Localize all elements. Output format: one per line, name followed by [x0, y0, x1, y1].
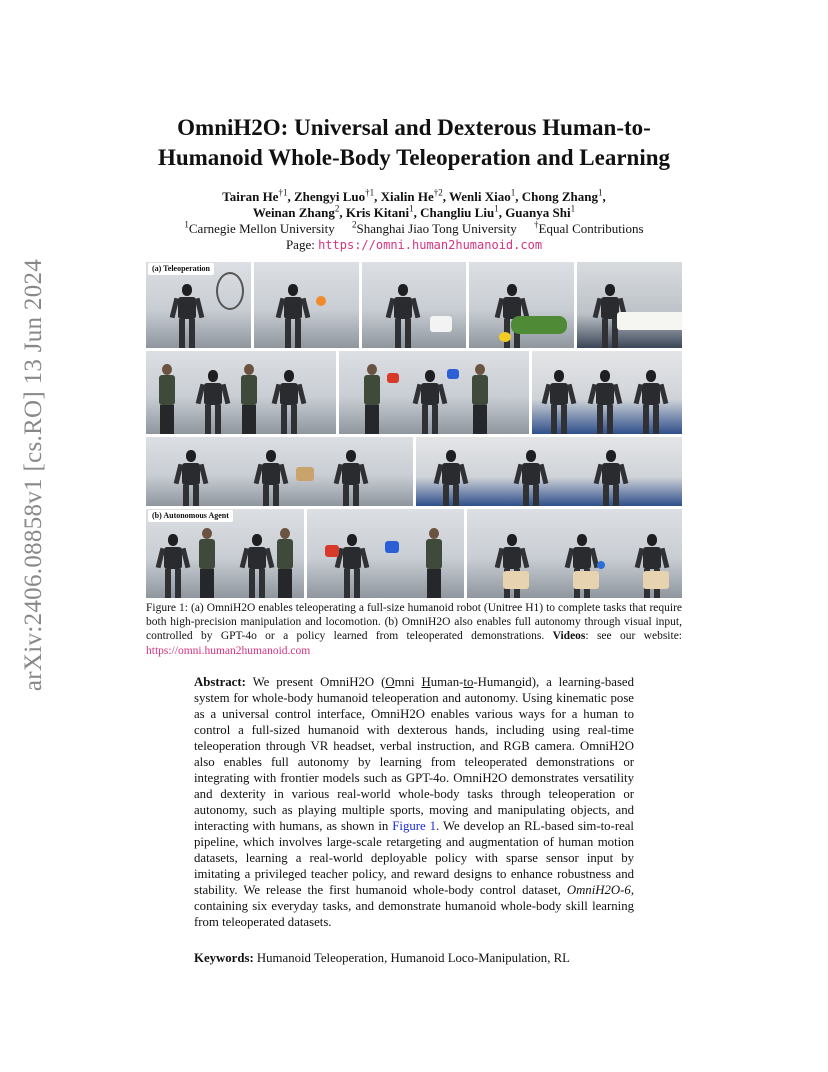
- figure-1-reference[interactable]: Figure 1: [392, 819, 437, 833]
- dataset-name: OmniH2O-6: [566, 883, 631, 897]
- caption-prefix: Figure 1:: [146, 602, 188, 614]
- author-name: Xialin He: [380, 189, 434, 204]
- teaser-figure: [146, 262, 682, 598]
- author-name: Weinan Zhang: [252, 205, 335, 220]
- photo-handshake: [146, 509, 304, 598]
- name-part: id: [521, 675, 532, 689]
- affiliations-line: [100, 221, 728, 237]
- author-name: Tairan He: [222, 189, 279, 204]
- keywords-text: Humanoid Teleoperation, Humanoid Loco-Manipulation, RL: [256, 951, 570, 965]
- name-part: o: [515, 675, 522, 689]
- photo-vr-teleop: [146, 351, 336, 434]
- abstract-text-1: ), a learning-based system for whole-body humanoid teleoperation and autonomy. Using kinematic pose as a universal control interface, OmniH2O enables various ways for a human to control a full-sized humanoid with dexterous hands, including using real-time teleoperation through VR headset, verbal instruction, and RGB camera. OmniH2O also enables full autonomy by learning from teleoperated demonstrations or integrating with frontier models such as GPT-4o. OmniH2O demonstrates versatility and dexterity in various real-world whole-body tasks through teleoperation or autonomy, such as playing multiple sports, moving and manipulating objects, and interacting with humans, as shown in: [194, 675, 635, 833]
- author-name: Wenli Xiao: [449, 189, 511, 204]
- name-part: O: [385, 675, 395, 689]
- photo-basket-sequence: [532, 351, 682, 434]
- author-line-2: Weinan Zhang$^2$, Kris Kitani$^1$, Changliu Liu$^1$, Guanya Shi$^1$: [252, 203, 576, 220]
- author-name: Changliu Liu: [420, 205, 495, 220]
- photo-box-carry-sequence: [146, 437, 413, 506]
- photo-table-sequence: [416, 437, 683, 506]
- arxiv-stamp-wrap: [14, 258, 54, 692]
- paper-title: [100, 113, 728, 173]
- title-line-1: OmniH2O: Universal and Dexterous Human-to-: [177, 115, 651, 140]
- figure-label-teleoperation: (a) Teleoperation: [148, 263, 214, 275]
- abstract-text-2: . We develop an RL-based sim-to-real pipeline, which involves large-scale retargeting and augmentation of human motion datasets, learning a real-world deployable policy with sparse sensor input by imitating a privileged teacher policy, and reward designs to enhance robustness and stability. We release the first humanoid whole-body control dataset,: [194, 819, 634, 897]
- photo-autonomous-boxing: [307, 509, 465, 598]
- affiliation-sup: †: [534, 219, 539, 230]
- figure-caption: [146, 601, 682, 658]
- author-sup: 2: [334, 203, 340, 214]
- caption-videos-label: Videos: [552, 630, 586, 643]
- author-name: Kris Kitani: [345, 205, 410, 220]
- photo-watering-plants: [469, 262, 574, 348]
- abstract-label: Abstract:: [194, 675, 246, 689]
- keywords: [194, 950, 634, 966]
- affiliation-sjtu: Shanghai Jiao Tong University: [356, 221, 517, 236]
- keywords-label: Keywords:: [194, 951, 254, 965]
- author-line-1: Tairan He$^{\dagger 1}$, Zhengyi Luo$^{\dagger 1}$, Xialin He$^{\dagger 2}$, Wenli Xiao$^1$, Chong Zhang$^1$,: [222, 187, 606, 204]
- photo-watering-can: [362, 262, 467, 348]
- name-part: H: [421, 675, 431, 689]
- title-line-2: Humanoid Whole-Body Teleoperation and Learning: [157, 145, 671, 170]
- photo-autonomous-manipulation: [467, 509, 682, 598]
- abstract: [194, 674, 634, 930]
- figure-label-autonomous: (b) Autonomous Agent: [148, 510, 233, 522]
- project-page-link[interactable]: https://omni.human2humanoid.com: [318, 238, 543, 252]
- author-name: Chong Zhang: [521, 189, 598, 204]
- affiliation-cmu: Carnegie Mellon University: [188, 221, 335, 236]
- figure-row-3: [146, 437, 682, 506]
- photo-boxing: [339, 351, 529, 434]
- author-name: Zhengyi Luo: [293, 189, 366, 204]
- arxiv-stamp: arXiv:2406.08858v1 [cs.RO] 13 Jun 2024: [20, 258, 48, 692]
- abstract-text-3: , containing six everyday tasks, and demonstrate humanoid whole-body skill learning from teleoperated datasets.: [194, 883, 635, 929]
- name-part: -Human: [473, 675, 516, 689]
- author-sup: 1: [494, 203, 499, 214]
- figure-row-4: [146, 509, 682, 598]
- photo-calligraphy: [577, 262, 682, 348]
- author-sup: †2: [433, 187, 443, 198]
- name-part: uman-: [430, 675, 464, 689]
- author-sup: 1: [570, 203, 576, 214]
- photo-tennis: [146, 262, 251, 348]
- author-sup: 1: [409, 203, 414, 214]
- equal-contribution-note: Equal Contributions: [538, 221, 644, 236]
- page-label: Page:: [285, 237, 315, 252]
- caption-website-link[interactable]: https://omni.human2humanoid.com: [146, 644, 311, 657]
- affiliation-sup: 2: [352, 219, 357, 230]
- caption-body: (a) OmniH2O enables teleoperating a full-size humanoid robot (Unitree H1) to complete tasks that require both high-precision manipulation and locomotion. (b) OmniH2O also enables full autonomy through visual input, controlled by GPT-4o or a policy learned from teleoperated demonstrations.: [146, 602, 683, 643]
- abstract-name-intro: We present OmniH2O (: [252, 675, 386, 689]
- affiliation-sup: 1: [184, 219, 189, 230]
- author-sup: 1: [510, 187, 516, 198]
- author-sup: †1: [365, 187, 375, 198]
- project-page-line: [100, 237, 728, 253]
- author-sup: 1: [598, 187, 603, 198]
- caption-videos-text: : see our website:: [585, 630, 682, 643]
- author-name: Guanya Shi: [505, 205, 571, 220]
- figure-row-2: [146, 351, 682, 434]
- photo-ping-pong: [254, 262, 359, 348]
- name-part: mni: [394, 675, 422, 689]
- author-block: [100, 189, 728, 253]
- name-part: to: [463, 675, 474, 689]
- figure-row-1: [146, 262, 682, 348]
- author-sup: †1: [278, 187, 288, 198]
